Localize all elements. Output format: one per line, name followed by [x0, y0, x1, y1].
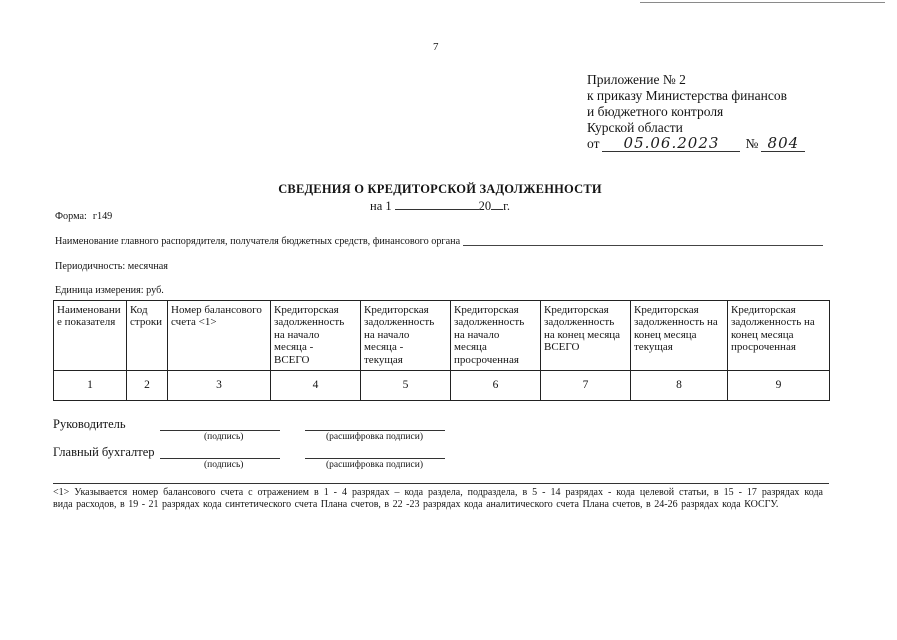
form-code-line — [55, 211, 112, 222]
signature-caption: (подпись) — [204, 460, 244, 470]
number-sign: № — [745, 136, 759, 151]
column-number-cell: 2 — [127, 371, 168, 401]
accountant-name-line — [305, 458, 445, 459]
footnote-divider — [53, 483, 829, 484]
appendix-line: и бюджетного контроля — [587, 104, 724, 119]
year-suffix: г. — [503, 199, 510, 213]
column-number-cell: 4 — [271, 371, 361, 401]
col-header-end-current: Кредиторская задолженность на конец месяца текущая — [631, 301, 728, 371]
appendix-line: к приказу Министерства финансов — [587, 88, 787, 103]
table-header-row — [54, 301, 830, 371]
column-number-cell: 9 — [728, 371, 830, 401]
date-line-prefix: на 1 — [370, 199, 392, 213]
handwritten-order-number: 804 — [761, 136, 805, 152]
handwritten-order-date: 05.06.2023 — [602, 136, 740, 152]
date-prefix: от — [587, 136, 600, 151]
col-header-start-total: Кредиторская задолженность на начало месяца - ВСЕГО — [271, 301, 361, 371]
col-header-end-overdue: Кредиторская задолженность на конец месяца просроченная — [728, 301, 830, 371]
appendix-block — [587, 72, 805, 152]
scan-top-line — [640, 2, 885, 3]
order-date-row — [587, 136, 805, 152]
form-label: Форма: — [55, 211, 87, 222]
year-prefix: 20 — [478, 199, 492, 213]
column-number-row — [54, 371, 830, 401]
col-header-account-number: Номер балансового счета <1> — [168, 301, 271, 371]
recipient-label: Наименование главного распорядителя, получателя бюджетных средств, финансового органа — [55, 236, 461, 247]
signature-caption: (подпись) — [204, 432, 244, 442]
unit-line: Единица измерения: руб. — [55, 285, 164, 296]
column-number-cell: 1 — [54, 371, 127, 401]
column-number-cell: 6 — [451, 371, 541, 401]
head-name-line — [305, 430, 445, 431]
col-header-row-code: Код строки — [127, 301, 168, 371]
year-blank — [491, 198, 503, 210]
appendix-line: Приложение № 2 — [587, 72, 686, 87]
document-title: СВЕДЕНИЯ О КРЕДИТОРСКОЙ ЗАДОЛЖЕННОСТИ — [278, 182, 602, 196]
head-signature-label: Руководитель — [53, 417, 126, 431]
footnote-line-1: <1> Указывается номер балансового счета с отражением в 1 - 4 разрядах – кода раздела, подраздела, в 5 - 14 разрядах - кода целевой статьи, в 15 - 17 разрядах кода — [53, 487, 823, 498]
form-code: г149 — [92, 211, 113, 222]
accountant-signature-label: Главный бухгалтер — [53, 445, 155, 459]
head-signature-line — [160, 430, 280, 431]
name-decode-caption: (расшифровка подписи) — [326, 432, 423, 442]
accountant-signature-line — [160, 458, 280, 459]
footnote-line-2: вида расходов, в 19 - 21 разрядах кода синтетического счета Плана счетов, в 22 -23 разрядах кода аналитического счета Плана счетов, в 24-26 разрядах кода КОСГУ. — [53, 499, 779, 510]
day-month-blank — [395, 198, 479, 210]
name-decode-caption: (расшифровка подписи) — [326, 460, 423, 470]
report-date-line — [0, 198, 880, 214]
appendix-line: Курской области — [587, 120, 683, 135]
page-number: 7 — [433, 41, 439, 53]
column-number-cell: 7 — [541, 371, 631, 401]
column-number-cell: 8 — [631, 371, 728, 401]
column-number-cell: 5 — [361, 371, 451, 401]
column-number-cell: 3 — [168, 371, 271, 401]
periodicity-line: Периодичность: месячная — [55, 261, 168, 272]
col-header-start-current: Кредиторская задолженность на начало месяца - текущая — [361, 301, 451, 371]
col-header-indicator-name: Наименовани е показателя — [54, 301, 127, 371]
recipient-blank — [463, 236, 823, 246]
payables-table — [53, 300, 830, 401]
recipient-line — [55, 236, 823, 247]
col-header-end-total: Кредиторская задолженность на конец месяца ВСЕГО — [541, 301, 631, 371]
col-header-start-overdue: Кредиторская задолженность на начало месяца просроченная — [451, 301, 541, 371]
